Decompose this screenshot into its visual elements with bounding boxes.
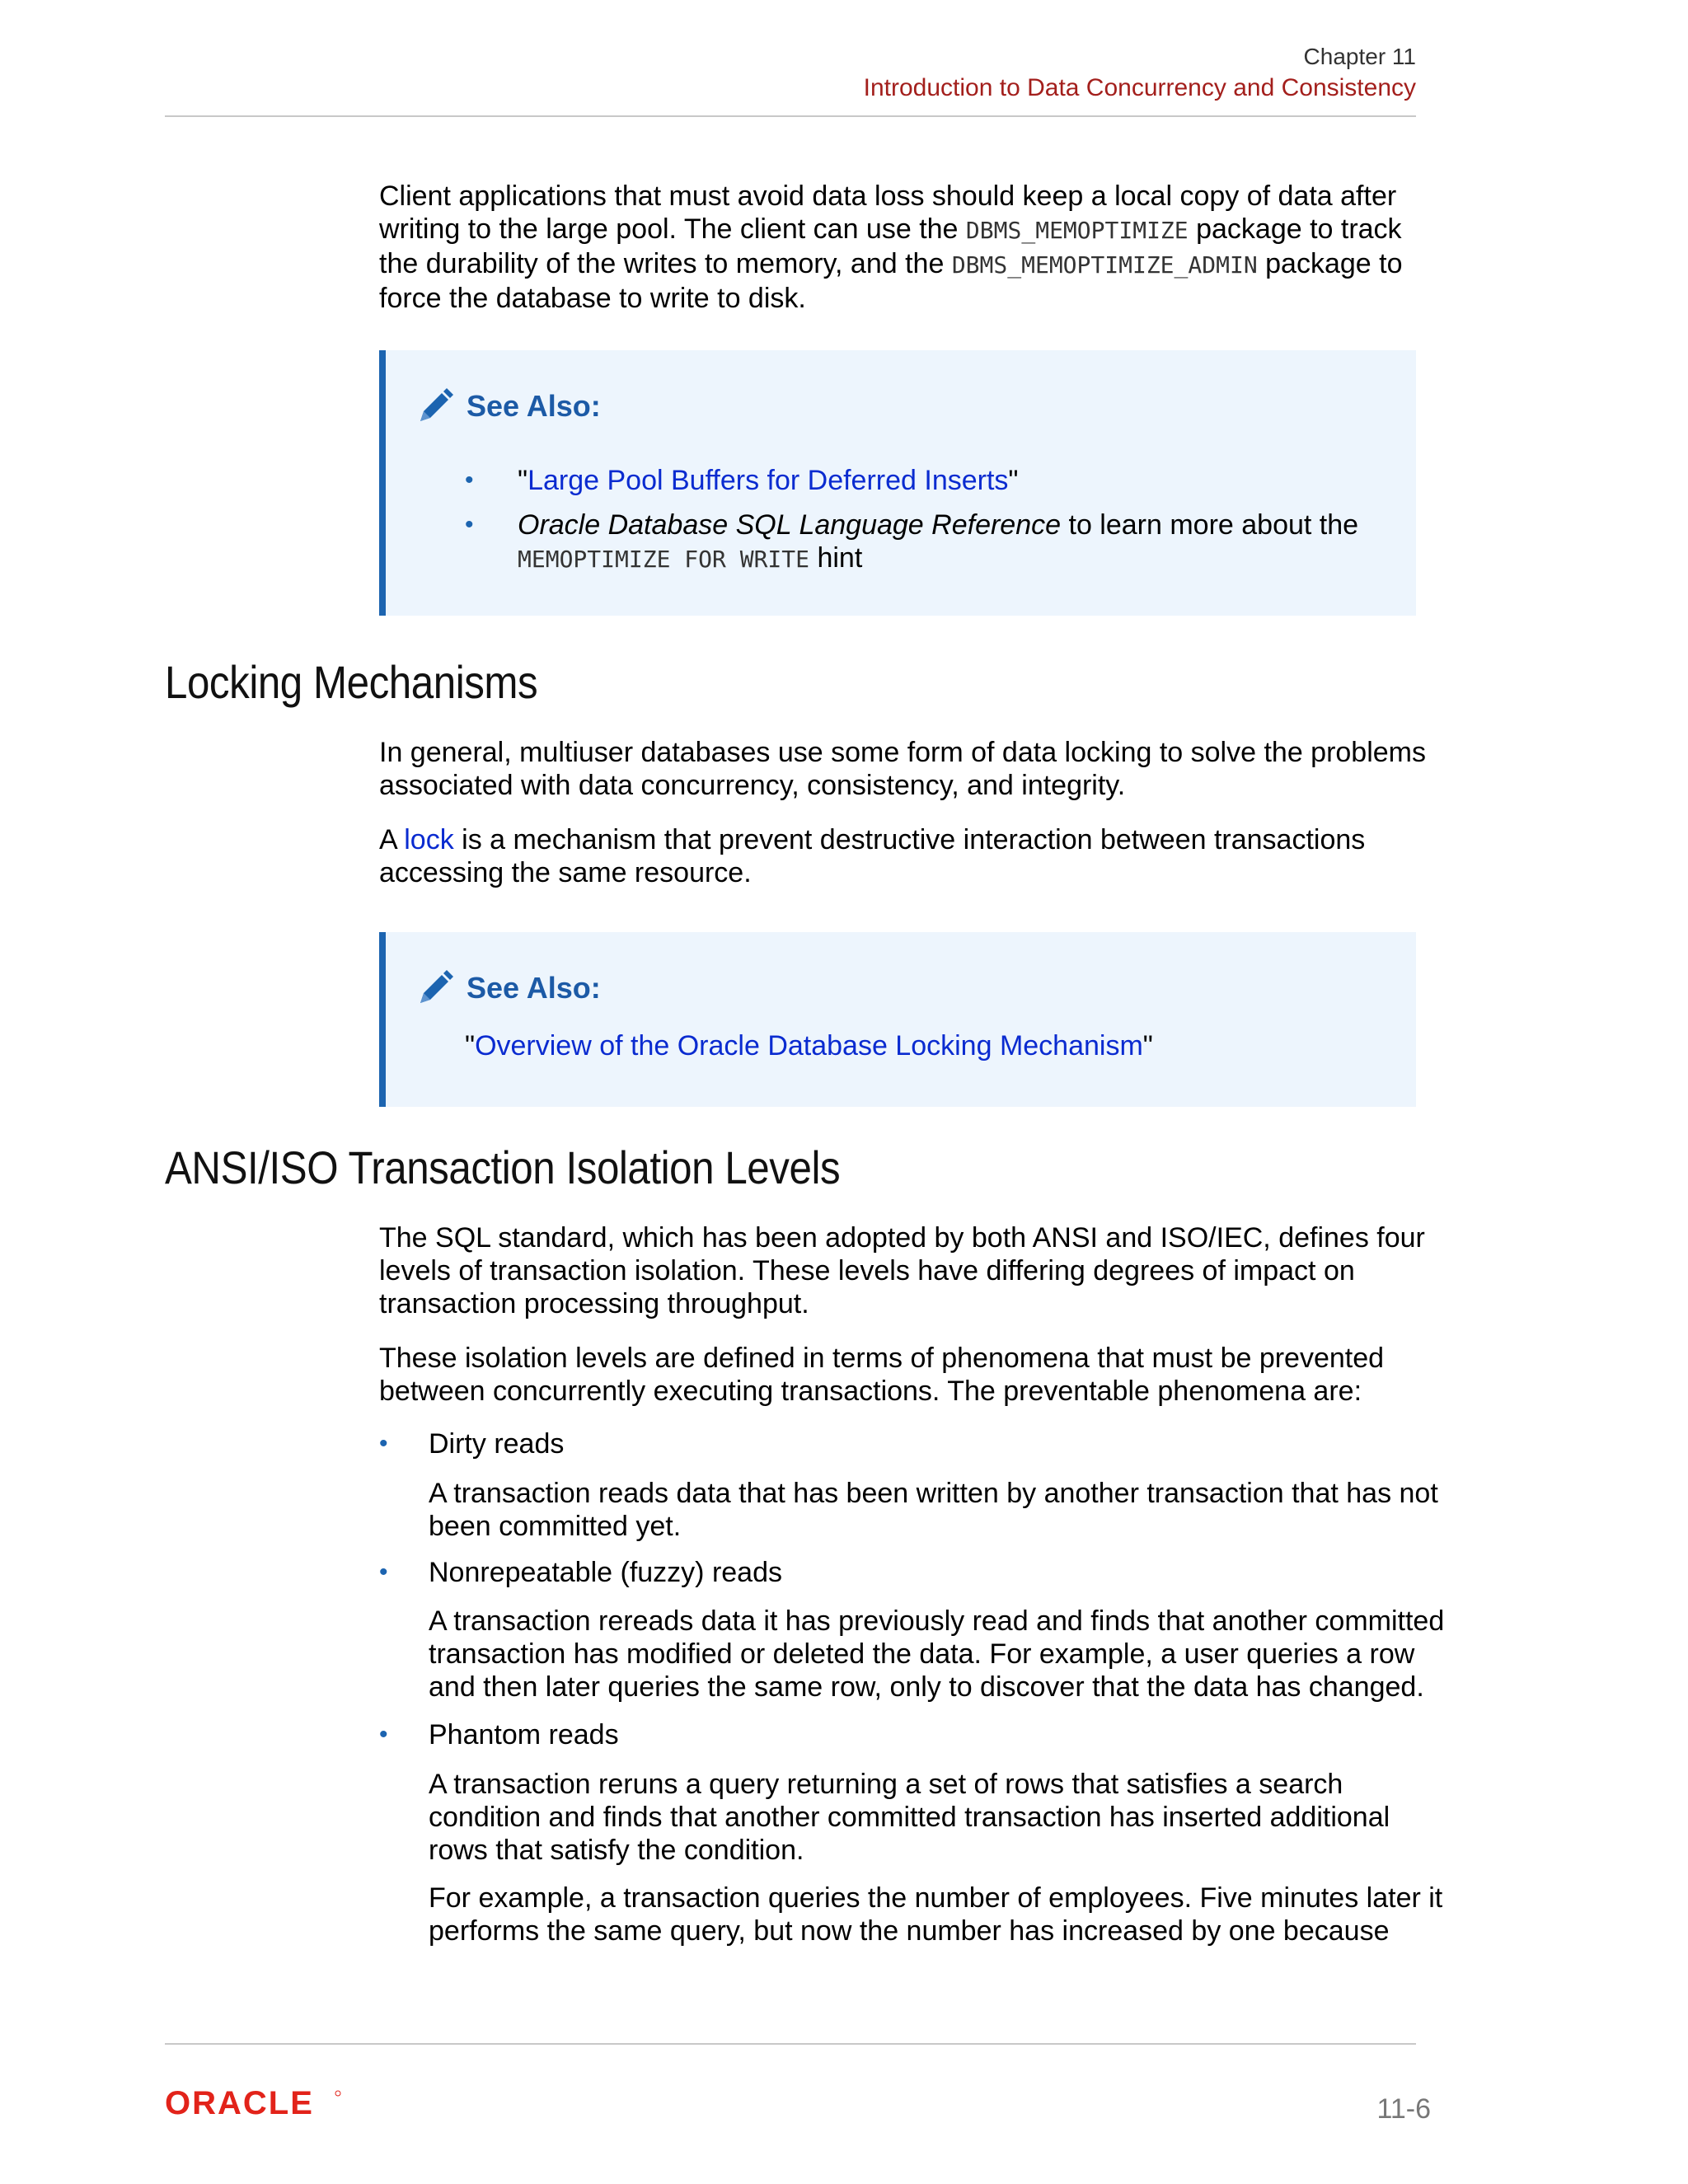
page-number: 11-6 [1376, 2093, 1431, 2125]
para-text: A [379, 824, 405, 855]
list-item [386, 464, 1423, 509]
footer-divider [165, 2043, 1416, 2045]
phenomenon-label: Phantom reads [429, 1719, 619, 1750]
chapter-title: Introduction to Data Concurrency and Consistency [863, 74, 1416, 101]
quote-mark: " [518, 465, 528, 496]
phenomenon-description: A transaction reads data that has been written by another transaction that has not been committed yet. [429, 1478, 1438, 1542]
code-memoptimize-for-write: MEMOPTIMIZE FOR WRITE [518, 546, 810, 573]
note-header [415, 968, 601, 1008]
link-lock[interactable]: lock [404, 824, 454, 855]
list-item [386, 509, 1423, 576]
phenomenon-description: A transaction rereads data it has previously read and finds that another committed transaction has modified or deleted the data. For example, a user queries a row and then later queries the same row, only to discover that the data has changed. [429, 1605, 1445, 1703]
phenomenon-label: Nonrepeatable (fuzzy) reads [429, 1557, 783, 1588]
quote-mark: " [465, 1030, 476, 1062]
code-dbms-memoptimize: DBMS_MEMOPTIMIZE [965, 217, 1189, 244]
quote-mark: " [1142, 1030, 1153, 1062]
header-divider [165, 115, 1416, 117]
oracle-logo-mark [165, 2087, 346, 2120]
bullet-icon: • [465, 511, 474, 538]
note-title: See Also: [467, 389, 601, 423]
intro-paragraph [379, 180, 1426, 315]
note-header [415, 387, 601, 426]
oracle-logo-text: ORACLE [165, 2087, 314, 2120]
quote-mark: " [1008, 465, 1019, 496]
bullet-icon: • [379, 1558, 388, 1586]
bullet-icon: • [465, 466, 474, 494]
isolation-paragraph-1: The SQL standard, which has been adopted by both ANSI and ISO/IEC, defines four levels of transaction isolation. These levels have differing degrees of impact on transaction processing throughput. [379, 1222, 1425, 1319]
bullet-icon: • [379, 1430, 388, 1457]
isolation-paragraph-2: These isolation levels are defined in terms of phenomena that must be prevented between concurrently executing transactions. The preventable phenomena are: [379, 1343, 1385, 1407]
see-also-link-line [465, 1029, 1153, 1062]
para-text: is a mechanism that prevent destructive interaction between transactions accessing the same resource. [379, 824, 1366, 888]
pencil-icon [415, 968, 455, 1008]
oracle-logo [165, 2087, 346, 2124]
section-heading-locking: Locking Mechanisms [165, 656, 538, 708]
locking-paragraph-1: In general, multiuser databases use some form of data locking to solve the problems associated with data concurrency, consistency, and integrity. [379, 737, 1427, 801]
pencil-icon [415, 387, 455, 426]
note-title: See Also: [467, 971, 601, 1005]
phenomenon-description-continued: For example, a transaction queries the number of employees. Five minutes later it performs the same query, but now the number has increased by one because [429, 1882, 1443, 1947]
see-also-note [379, 350, 1416, 616]
list-text: to learn more about the [1061, 509, 1359, 541]
list-text: hint [809, 542, 863, 574]
link-large-pool-buffers[interactable]: Large Pool Buffers for Deferred Inserts [528, 465, 1009, 496]
chapter-label: Chapter 11 [1303, 44, 1416, 69]
reference-title: Oracle Database SQL Language Reference [518, 509, 1062, 541]
intro-text: package to track the durability of the writes to memory, and the [379, 213, 1402, 279]
link-locking-mechanism-overview[interactable]: Overview of the Oracle Database Locking Mechanism [475, 1030, 1143, 1062]
phenomenon-description: A transaction reruns a query returning a set of rows that satisfies a search condition and finds that another committed transaction has inserted additional rows that satisfy the condition. [429, 1769, 1390, 1866]
see-also-note [379, 932, 1416, 1107]
section-heading-isolation: ANSI/ISO Transaction Isolation Levels [165, 1141, 841, 1193]
bullet-icon: • [379, 1721, 388, 1748]
intro-text: package to force the database to write to disk. [379, 248, 1403, 314]
page-header [864, 41, 1416, 104]
intro-text: Client applications that must avoid data loss should keep a local copy of data after writing to the large pool. The client can use the [379, 180, 1397, 245]
locking-paragraph-2 [379, 823, 1426, 889]
see-also-list [386, 464, 1423, 576]
phenomenon-label: Dirty reads [429, 1428, 565, 1460]
code-dbms-memoptimize-admin: DBMS_MEMOPTIMIZE_ADMIN [951, 251, 1258, 279]
